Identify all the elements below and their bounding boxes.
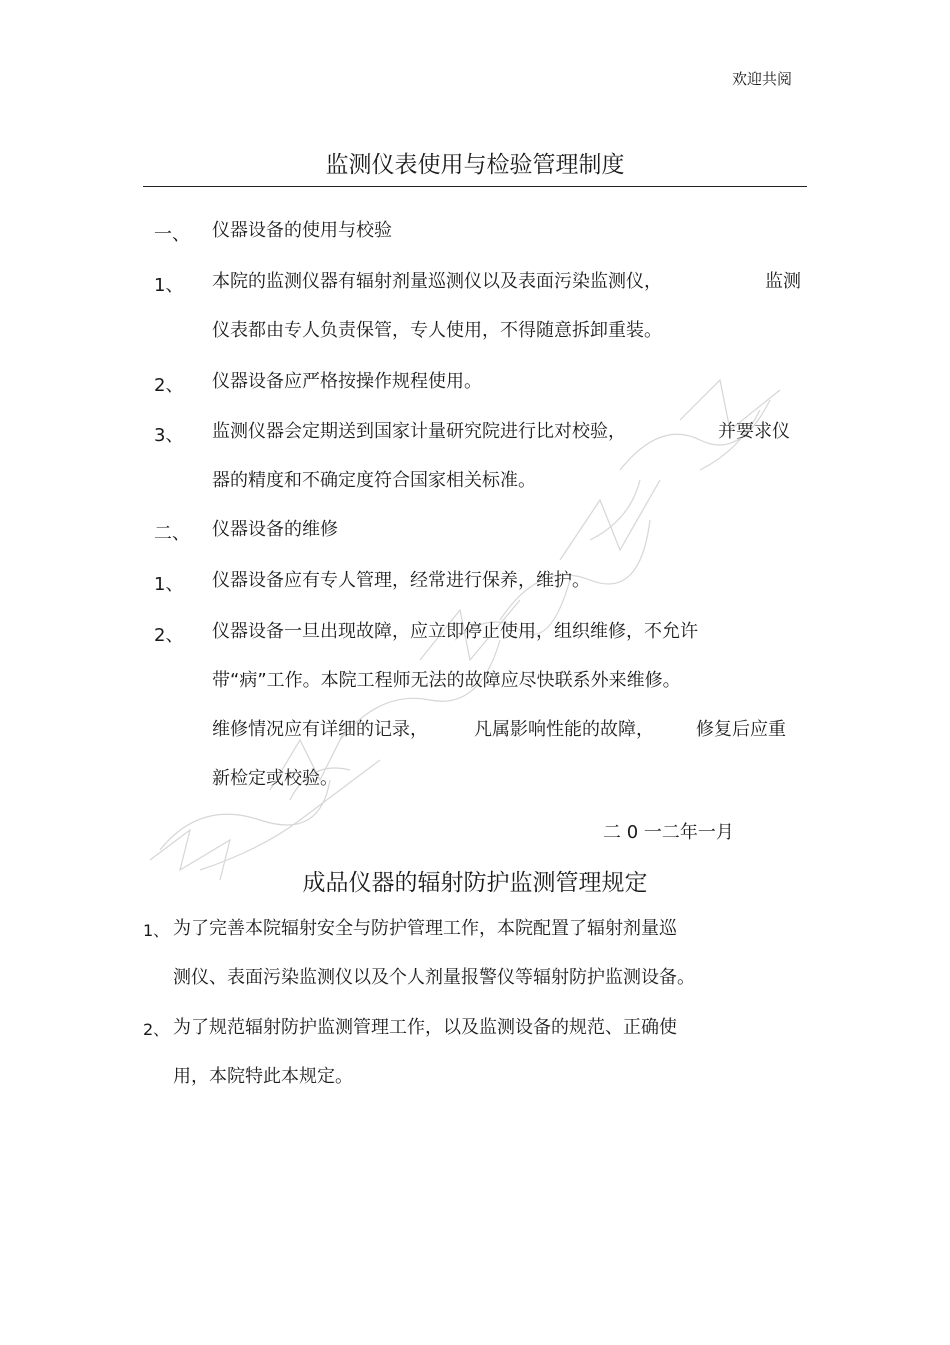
title-divider bbox=[143, 186, 807, 187]
item-text: 器的精度和不确定度符合国家相关标准。 bbox=[212, 470, 536, 491]
item-number: 2、 bbox=[154, 625, 184, 646]
item-text: 带“病”工作。本院工程师无法的故障应尽快联系外来维修。 bbox=[212, 670, 681, 691]
item-text: 并要求仪 bbox=[718, 421, 790, 442]
item-text: 仪表都由专人负责保管，专人使用，不得随意拆卸重装。 bbox=[212, 320, 662, 341]
item-number: 1、 bbox=[154, 574, 184, 595]
item-number: 2、 bbox=[143, 1020, 170, 1039]
item-text: 维修情况应有详细的记录， bbox=[212, 719, 428, 740]
document-date: 二 0 一二年一月 bbox=[603, 822, 734, 843]
item-number: 2、 bbox=[154, 375, 184, 396]
item-text: 本院的监测仪器有辐射剂量巡测仪以及表面污染监测仪， bbox=[212, 271, 662, 292]
item-text: 修复后应重 bbox=[696, 719, 786, 740]
second-document-title: 成品仪器的辐射防护监测管理规定 bbox=[302, 870, 648, 896]
item-number: 1、 bbox=[154, 275, 184, 296]
item-text: 仪器设备应有专人管理，经常进行保养，维护。 bbox=[212, 570, 590, 591]
item-text: 仪器设备一旦出现故障，应立即停止使用，组织维修，不允许 bbox=[212, 621, 698, 642]
item-text: 为了规范辐射防护监测管理工作，以及监测设备的规范、正确使 bbox=[173, 1017, 677, 1038]
item-text: 监测仪器会定期送到国家计量研究院进行比对校验， bbox=[212, 421, 626, 442]
item-text: 用，本院特此本规定。 bbox=[173, 1066, 353, 1087]
item-text: 新检定或校验。 bbox=[212, 768, 338, 789]
item-text: 为了完善本院辐射安全与防护管理工作，本院配置了辐射剂量巡 bbox=[173, 918, 677, 939]
section-heading: 仪器设备的使用与校验 bbox=[212, 220, 392, 241]
item-number: 1、 bbox=[143, 921, 170, 940]
section-number: 二、 bbox=[154, 523, 190, 544]
section-heading: 仪器设备的维修 bbox=[212, 519, 338, 540]
section-number: 一、 bbox=[154, 224, 190, 245]
item-number: 3、 bbox=[154, 425, 184, 446]
item-text: 测仪、表面污染监测仪以及个人剂量报警仪等辐射防护监测设备。 bbox=[173, 967, 695, 988]
item-text: 监测 bbox=[765, 271, 801, 292]
document-title: 监测仪表使用与检验管理制度 bbox=[325, 152, 625, 178]
header-note: 欢迎共阅 bbox=[732, 70, 793, 88]
item-text: 仪器设备应严格按操作规程使用。 bbox=[212, 371, 482, 392]
item-text: 凡属影响性能的故障， bbox=[474, 719, 654, 740]
